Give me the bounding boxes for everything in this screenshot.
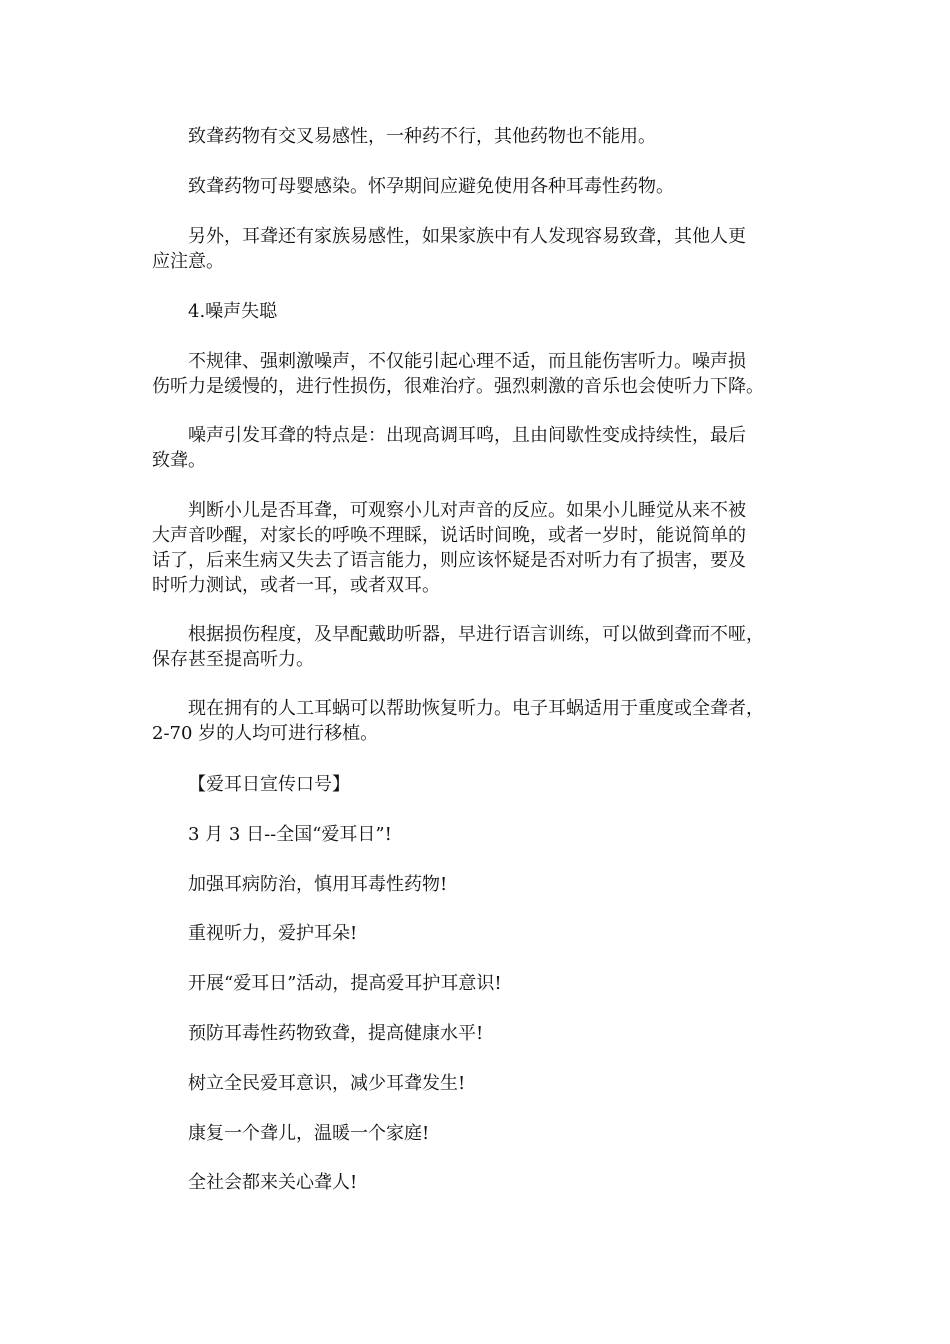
text-line: 判断小儿是否耳聋，可观察小儿对声音的反应。如果小儿睡觉从来不被 <box>188 500 746 521</box>
slogan-item <box>152 921 802 946</box>
text-line: 重视听力，爱护耳朵! <box>188 923 358 944</box>
slogan-item <box>152 1021 802 1046</box>
paragraph-family-susceptibility <box>152 224 802 274</box>
section-heading-noise <box>152 299 802 324</box>
paragraph-hearing-aid <box>152 622 802 672</box>
text-line: 树立全民爱耳意识，减少耳聋发生! <box>188 1073 466 1094</box>
text-line: 全社会都来关心聋人! <box>188 1172 358 1193</box>
paragraph-noise-damage <box>152 349 802 399</box>
text-line: 康复一个聋儿，温暖一个家庭! <box>188 1123 430 1144</box>
text-line: 致聋药物可母婴感染。怀孕期间应避免使用各种耳毒性药物。 <box>188 176 674 197</box>
text-line: 现在拥有的人工耳蜗可以帮助恢复听力。电子耳蜗适用于重度或全聋者， <box>188 698 764 719</box>
slogan-item <box>152 971 802 996</box>
text-line: 另外，耳聋还有家族易感性，如果家族中有人发现容易致聋，其他人更 <box>188 226 746 247</box>
slogan-item <box>152 822 802 847</box>
text-line: 大声音吵醒，对家长的呼唤不理睬，说话时间晚，或者一岁时，能说简单的 <box>152 525 746 546</box>
text-line: 致聋药物有交叉易感性，一种药不行，其他药物也不能用。 <box>188 126 656 147</box>
text-line: 【爱耳日宣传口号】 <box>188 774 350 795</box>
slogan-item <box>152 1121 802 1146</box>
text-line: 噪声引发耳聋的特点是：出现高调耳鸣，且由间歇性变成持续性，最后 <box>188 425 746 446</box>
slogan-item <box>152 872 802 897</box>
slogan-item <box>152 1071 802 1096</box>
text-line: 开展“爱耳日”活动，提高爱耳护耳意识! <box>188 973 502 994</box>
text-line: 保存甚至提高听力。 <box>152 649 314 670</box>
text-line: 3 月 3 日--全国“爱耳日”! <box>188 824 392 845</box>
slogan-item <box>152 1170 802 1195</box>
text-line: 时听力测试，或者一耳，或者双耳。 <box>152 575 440 596</box>
paragraph-cross-sensitivity <box>152 124 802 149</box>
text-line: 4.噪声失聪 <box>188 301 278 322</box>
text-line: 不规律、强刺激噪声，不仅能引起心理不适，而且能伤害听力。噪声损 <box>188 351 746 372</box>
text-line: 根据损伤程度，及早配戴助听器，早进行语言训练，可以做到聋而不哑， <box>188 624 764 645</box>
paragraph-child-hearing <box>152 498 802 598</box>
text-line: 应注意。 <box>152 251 224 272</box>
text-line: 致聋。 <box>152 450 206 471</box>
text-line: 加强耳病防治，慎用耳毒性药物! <box>188 874 448 895</box>
text-line: 2-70 岁的人均可进行移植。 <box>152 723 379 744</box>
paragraph-maternal-infection <box>152 174 802 199</box>
text-line: 话了，后来生病又失去了语言能力，则应该怀疑是否对听力有了损害，要及 <box>152 550 746 571</box>
paragraph-noise-features <box>152 423 802 473</box>
text-line: 预防耳毒性药物致聋，提高健康水平! <box>188 1023 484 1044</box>
text-line: 伤听力是缓慢的，进行性损伤，很难治疗。强烈刺激的音乐也会使听力下降。 <box>152 376 764 397</box>
paragraph-cochlear-implant <box>152 696 802 746</box>
section-heading-slogans <box>152 772 802 797</box>
